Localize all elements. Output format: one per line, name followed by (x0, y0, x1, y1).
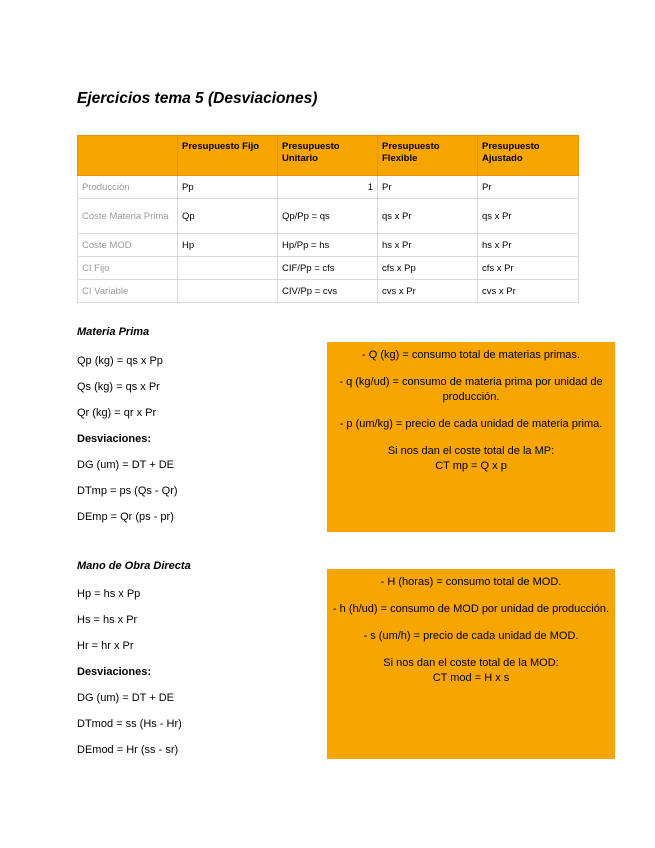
table-cell: cvs x Pr (378, 280, 478, 303)
note-line: - h (h/ud) = consumo de MOD por unidad de producción. (332, 603, 610, 615)
table-row (78, 280, 579, 303)
formula-line: Qp (kg) = qs x Pp (77, 355, 163, 367)
formula-line: Hs = hs x Pr (77, 614, 138, 626)
table-cell: Pr (478, 176, 579, 199)
page-title: Ejercicios tema 5 (Desviaciones) (77, 90, 318, 107)
section-title-mano-obra: Mano de Obra Directa (77, 560, 191, 572)
table-cell: hs x Pr (478, 234, 579, 257)
table-row (78, 234, 579, 257)
table-cell: cfs x Pp (378, 257, 478, 280)
note-line: CT mp = Q x p (435, 460, 507, 472)
note-line: CT mod = H x s (432, 672, 510, 684)
table-cell: Hp/Pp = hs (278, 234, 378, 257)
table-cell: cvs x Pr (478, 280, 579, 303)
formula-line: Qs (kg) = qs x Pr (77, 381, 160, 393)
note-box-materia-prima (327, 342, 615, 532)
formula-line: DTmp = ps (Qs - Qr) (77, 485, 178, 497)
table-cell: Hp (178, 234, 278, 257)
table-cell: Pr (378, 176, 478, 199)
row-label: Coste MOD (78, 234, 178, 257)
formula-line: DEmp = Qr (ps - pr) (77, 511, 174, 523)
formula-subheading: Desviaciones: (77, 666, 151, 678)
table-row (78, 176, 579, 199)
budget-table (77, 135, 579, 303)
table-cell: qs x Pr (378, 199, 478, 234)
row-label: Coste Materia Prima (78, 199, 178, 234)
header-cell: Presupuesto Unitario (278, 136, 378, 176)
table-cell: CIV/Pp = cvs (278, 280, 378, 303)
formula-line: DG (um) = DT + DE (77, 459, 174, 471)
formula-line: Hp = hs x Pp (77, 588, 141, 600)
table-cell (178, 257, 278, 280)
table-cell: Pp (178, 176, 278, 199)
table-cell: Qp/Pp = qs (278, 199, 378, 234)
table-cell: cfs x Pr (478, 257, 579, 280)
table-cell (178, 280, 278, 303)
table-cell: 1 (278, 176, 378, 199)
note-line: Si nos dan el coste total de la MOD: (383, 657, 559, 669)
table-header-row (78, 136, 579, 176)
header-cell: Presupuesto Fijo (178, 136, 278, 176)
formula-line: DEmod = Hr (ss - sr) (77, 744, 179, 756)
row-label: Producción (78, 176, 178, 199)
table-row (78, 257, 579, 280)
header-cell (78, 136, 178, 176)
header-cell: Presupuesto Ajustado (478, 136, 579, 176)
note-line: - p (um/kg) = precio de cada unidad de materia prima. (339, 418, 603, 430)
note-line: - Q (kg) = consumo total de materias primas. (362, 349, 580, 361)
table-cell: hs x Pr (378, 234, 478, 257)
note-line: - H (horas) = consumo total de MOD. (380, 576, 562, 588)
formula-line: DG (um) = DT + DE (77, 692, 174, 704)
formula-subheading: Desviaciones: (77, 433, 151, 445)
row-label: CI Variable (78, 280, 178, 303)
table-row (78, 199, 579, 234)
note-line: Si nos dan el coste total de la MP: (387, 445, 555, 457)
formula-line: Qr (kg) = qr x Pr (77, 407, 157, 419)
note-line: - s (um/h) = precio de cada unidad de MOD. (363, 630, 579, 642)
row-label: CI Fijo (78, 257, 178, 280)
table-cell: Qp (178, 199, 278, 234)
note-line: - q (kg/ud) = consumo de materia prima por unidad de producción. (339, 376, 603, 403)
formula-line: Hr = hr x Pr (77, 640, 134, 652)
section-title-materia-prima: Materia Prima (77, 326, 150, 338)
table-cell: qs x Pr (478, 199, 579, 234)
formula-list-materia-prima (77, 354, 178, 536)
note-box-mano-obra (327, 569, 615, 759)
formula-line: DTmod = ss (Hs - Hr) (77, 718, 182, 730)
table-cell: CIF/Pp = cfs (278, 257, 378, 280)
formula-list-mano-obra (77, 587, 182, 769)
header-cell: Presupuesto Flexible (378, 136, 478, 176)
